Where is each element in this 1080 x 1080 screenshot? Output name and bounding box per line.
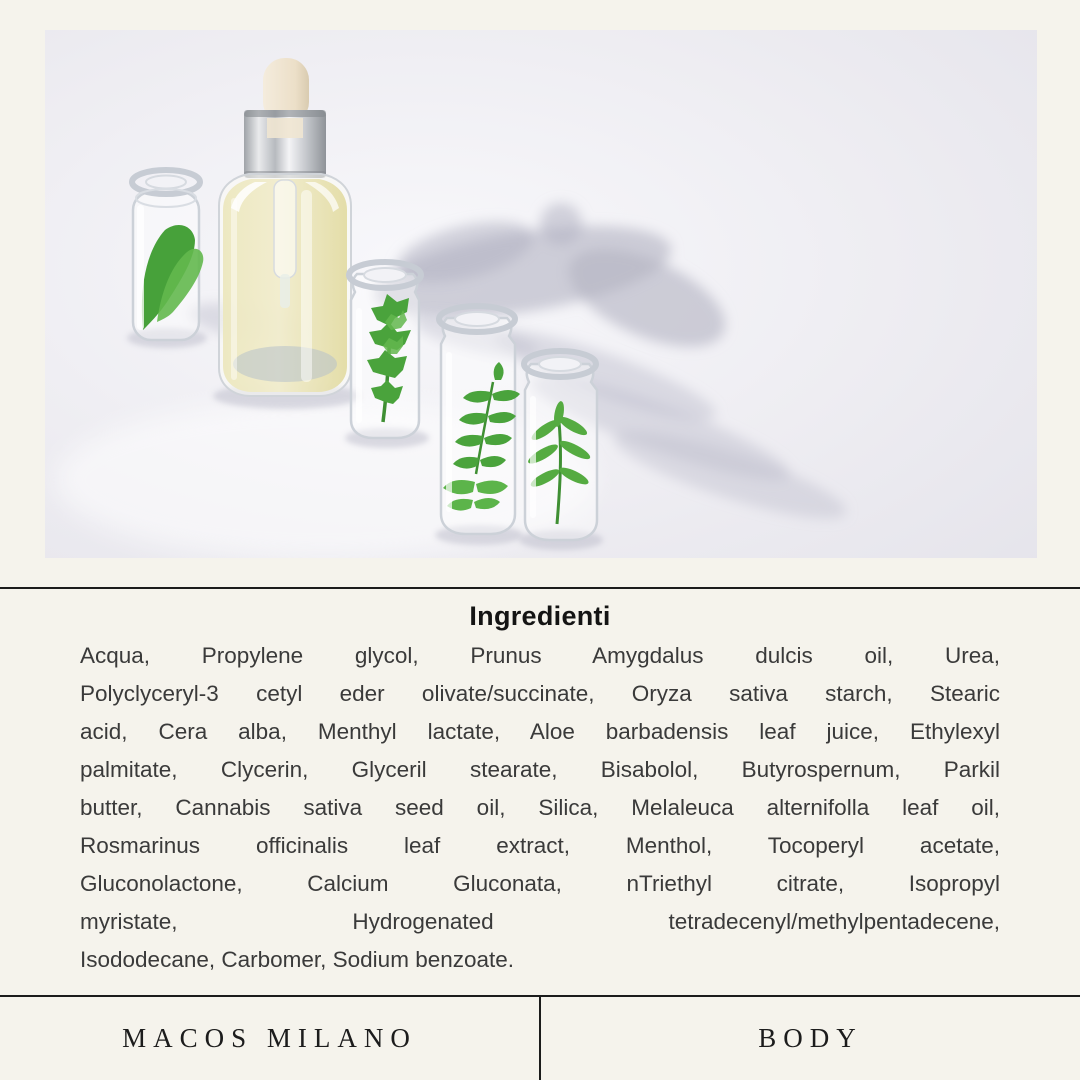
ingredients-line: Acqua, Propylene glycol, Prunus Amygdalus dulcis oil, Urea, xyxy=(80,643,1000,668)
footer-brand-cell xyxy=(0,997,539,1080)
ingredients-line: myristate, Hydrogenated tetradecenyl/methylpentadecene, xyxy=(80,909,1000,934)
pipette xyxy=(274,180,296,278)
ingredients-paragraph xyxy=(80,637,1000,979)
brand-label: MACOS MILANO xyxy=(122,1023,417,1053)
vial-parsley xyxy=(345,262,429,448)
footer-category-cell xyxy=(539,997,1080,1080)
ingredients-line: acid, Cera alba, Menthyl lactate, Aloe barbadensis leaf juice, Ethylexyl xyxy=(80,719,1000,744)
ingredients-line: Polyclyceryl-3 cetyl eder olivate/succinate, Oryza sativa starch, Stearic xyxy=(80,681,1000,706)
ingredients-line: Isododecane, Carbomer, Sodium benzoate. xyxy=(80,947,515,972)
bottle-base-liquid xyxy=(233,346,337,382)
photo-illustration xyxy=(45,30,1037,558)
ingredients-title: Ingredienti xyxy=(469,601,611,631)
ingredients-section xyxy=(80,596,1000,979)
ingredients-line: butter, Cannabis sativa seed oil, Silica, Melaleuca alternifolla leaf oil, xyxy=(80,795,1000,820)
vial-mint xyxy=(127,170,207,348)
vial-fern xyxy=(435,306,523,545)
ingredients-line: Rosmarinus officinalis leaf extract, Menthol, Tocoperyl acetate, xyxy=(80,833,1000,858)
vial-tarragon xyxy=(519,351,603,550)
top-divider-line xyxy=(0,587,1080,589)
product-photo xyxy=(45,30,1037,558)
ingredients-line: Gluconolactone, Calcium Gluconata, nTriethyl citrate, Isopropyl xyxy=(80,871,1000,896)
category-label: BODY xyxy=(758,1023,863,1053)
ingredients-line: palmitate, Clycerin, Glyceril stearate, Bisabolol, Butyrospernum, Parkil xyxy=(80,757,1000,782)
footer-bar xyxy=(0,995,1080,1080)
